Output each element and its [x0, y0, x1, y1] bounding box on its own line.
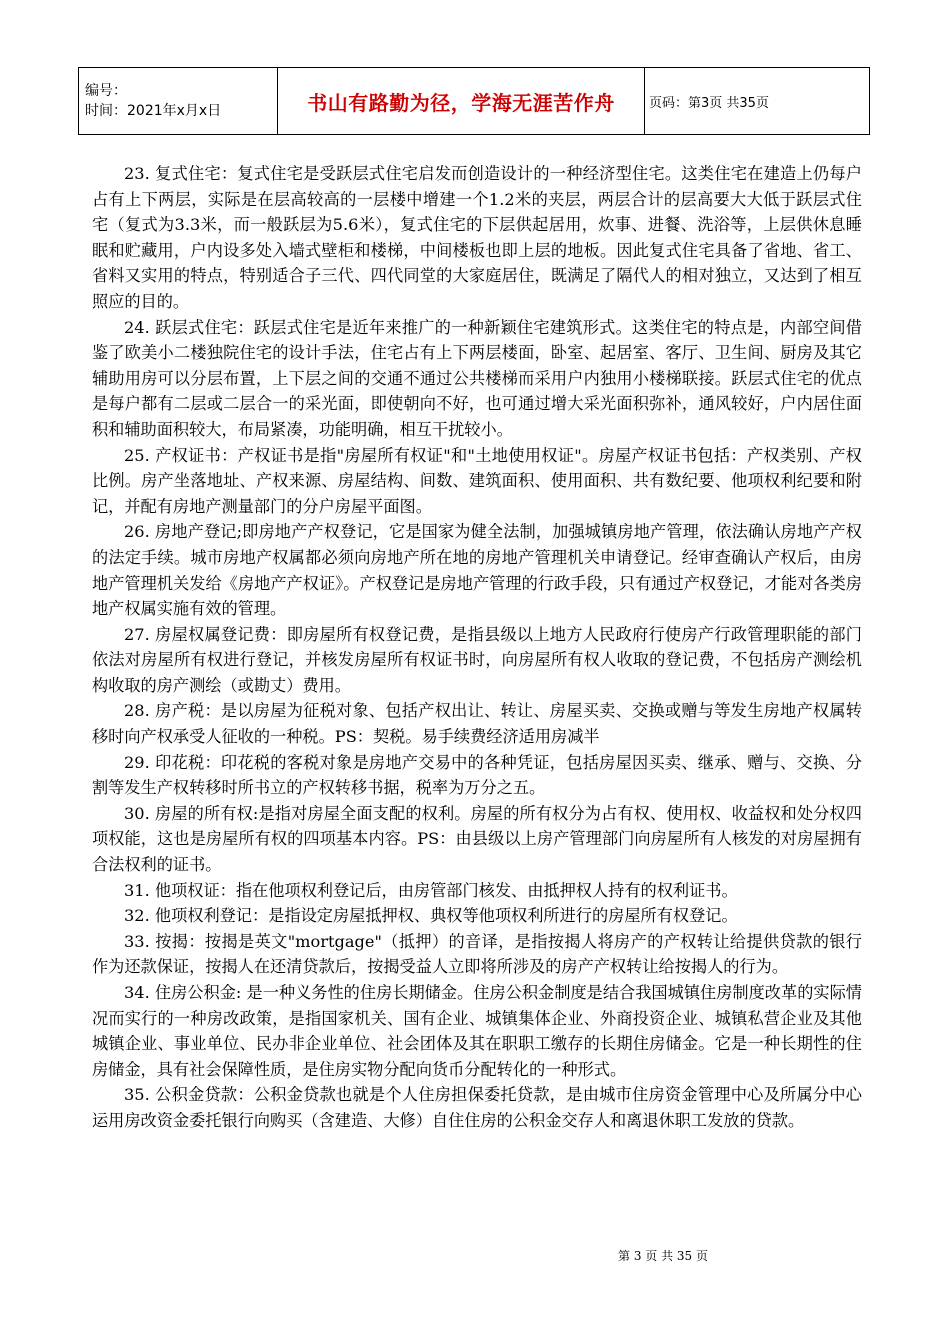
- paragraph-34: 34. 住房公积金: 是一种义务性的住房长期储金。住房公积金制度是结合我国城镇住房制度改革的实际情况而实行的一种房改政策，是指国家机关、国有企业、城镇集体企业、外商投资企业、城镇私营企业及其他城镇企业、事业单位、民办非企业单位、社会团体及其在职职工缴存的长期住房储金。它是一种长期性的住房储金，具有社会保障性质，是住房实物分配向货币分配转化的一种形式。: [92, 983, 862, 1079]
- document-body: [92, 161, 862, 1134]
- header-motto: 书山有路勤为径，学海无涯苦作舟: [278, 68, 645, 135]
- paragraph-35: 35. 公积金贷款：公积金贷款也就是个人住房担保委托贷款，是由城市住房资金管理中心及所属分中心运用房改资金委托银行向购买（含建造、大修）自住住房的公积金交存人和离退休职工发放的贷款。: [92, 1085, 862, 1130]
- paragraph-25: 25. 产权证书：产权证书是指"房屋所有权证"和"土地使用权证"。房屋产权证书包括：产权类别、产权比例。房产坐落地址、产权来源、房屋结构、间数、建筑面积、使用面积、共有数纪要、他项权利纪要和附记，并配有房地产测量部门的分户房屋平面图。: [92, 445, 862, 516]
- header-meta: [79, 68, 278, 135]
- paragraph-24: 24. 跃层式住宅：跃层式住宅是近年来推广的一种新颖住宅建筑形式。这类住宅的特点是，内部空间借鉴了欧美小二楼独院住宅的设计手法，住宅占有上下两层楼面，卧室、起居室、客厅、卫生间、厨房及其它辅助用房可以分层布置，上下层之间的交通不通过公共楼梯而采用户内独用小楼梯联接。跃层式住宅的优点是每户都有二层或二层合一的采光面，即使朝向不好，也可通过增大采光面积弥补，通风较好，户内居住面积和辅助面积较大，布局紧凑，功能明确，相互干扰较小。: [92, 317, 862, 439]
- header-page-label: 页码：第3页 共35页: [645, 68, 870, 135]
- time-label: 时间：2021年x月x日: [85, 103, 222, 119]
- paragraph-29: 29. 印花税：印花税的客税对象是房地产交易中的各种凭证，包括房屋因买卖、继承、赠与、交换、分割等发生产权转移时所书立的产权转移书据，税率为万分之五。: [92, 752, 862, 798]
- number-label: 编号：: [85, 83, 127, 99]
- page-footer: 第 3 页 共 35 页: [618, 1249, 708, 1263]
- paragraph-26: 26. 房地产登记;即房地产产权登记，它是国家为健全法制，加强城镇房地产管理，依法确认房地产产权的法定手续。城市房地产权属都必须向房地产所在地的房地产管理机关申请登记。经审查确认产权后，由房地产管理机关发给《房地产产权证》。产权登记是房地产管理的行政手段，只有通过产权登记，才能对各类房地产权属实施有效的管理。: [92, 522, 862, 619]
- paragraph-33: 33. 按揭：按揭是英文"mortgage"（抵押）的音译，是指按揭人将房产的产权转让给提供贷款的银行作为还款保证，按揭人在还清贷款后，按揭受益人立即将所涉及的房产产权转让给按揭人的行为。: [92, 931, 862, 977]
- paragraph-23: 23. 复式住宅：复式住宅是受跃层式住宅启发而创造设计的一种经济型住宅。这类住宅在建造上仍每户占有上下两层，实际是在层高较高的一层楼中增建一个1.2米的夹层，两层合计的层高要大大低于跃层式住宅（复式为3.3米，而一般跃层为5.6米），复式住宅的下层供起居用，炊事、进餐、洗浴等，上层供休息睡眠和贮藏用，户内设多处入墙式壁柜和楼梯，中间楼板也即上层的地板。因此复式住宅具备了省地、省工、省料又实用的特点，特别适合子三代、四代同堂的大家庭居住，既满足了隔代人的相对独立，又达到了相互照应的目的。: [92, 164, 862, 311]
- paragraph-27: 27. 房屋权属登记费：即房屋所有权登记费，是指县级以上地方人民政府行使房产行政管理职能的部门依法对房屋所有权进行登记，并核发房屋所有权证书时，向房屋所有权人收取的登记费，不包括房产测绘机构收取的房产测绘（或勘丈）费用。: [92, 624, 862, 695]
- paragraph-31: 31. 他项权证：指在他项权利登记后，由房管部门核发、由抵押权人持有的权利证书。: [124, 880, 738, 900]
- paragraph-30: 30. 房屋的所有权:是指对房屋全面支配的权利。房屋的所有权分为占有权、使用权、收益权和处分权四项权能，这也是房屋所有权的四项基本内容。PS：由县级以上房产管理部门向房屋所有人核发的对房屋拥有合法权利的证书。: [92, 803, 862, 875]
- paragraph-32: 32. 他项权利登记：是指设定房屋抵押权、典权等他项权利所进行的房屋所有权登记。: [124, 906, 738, 926]
- document-header: [78, 67, 870, 135]
- paragraph-28: 28. 房产税：是以房屋为征税对象、包括产权出让、转让、房屋买卖、交换或赠与等发生房地产权属转移时向产权承受人征收的一种税。PS：契税。易手续费经济适用房减半: [92, 701, 862, 747]
